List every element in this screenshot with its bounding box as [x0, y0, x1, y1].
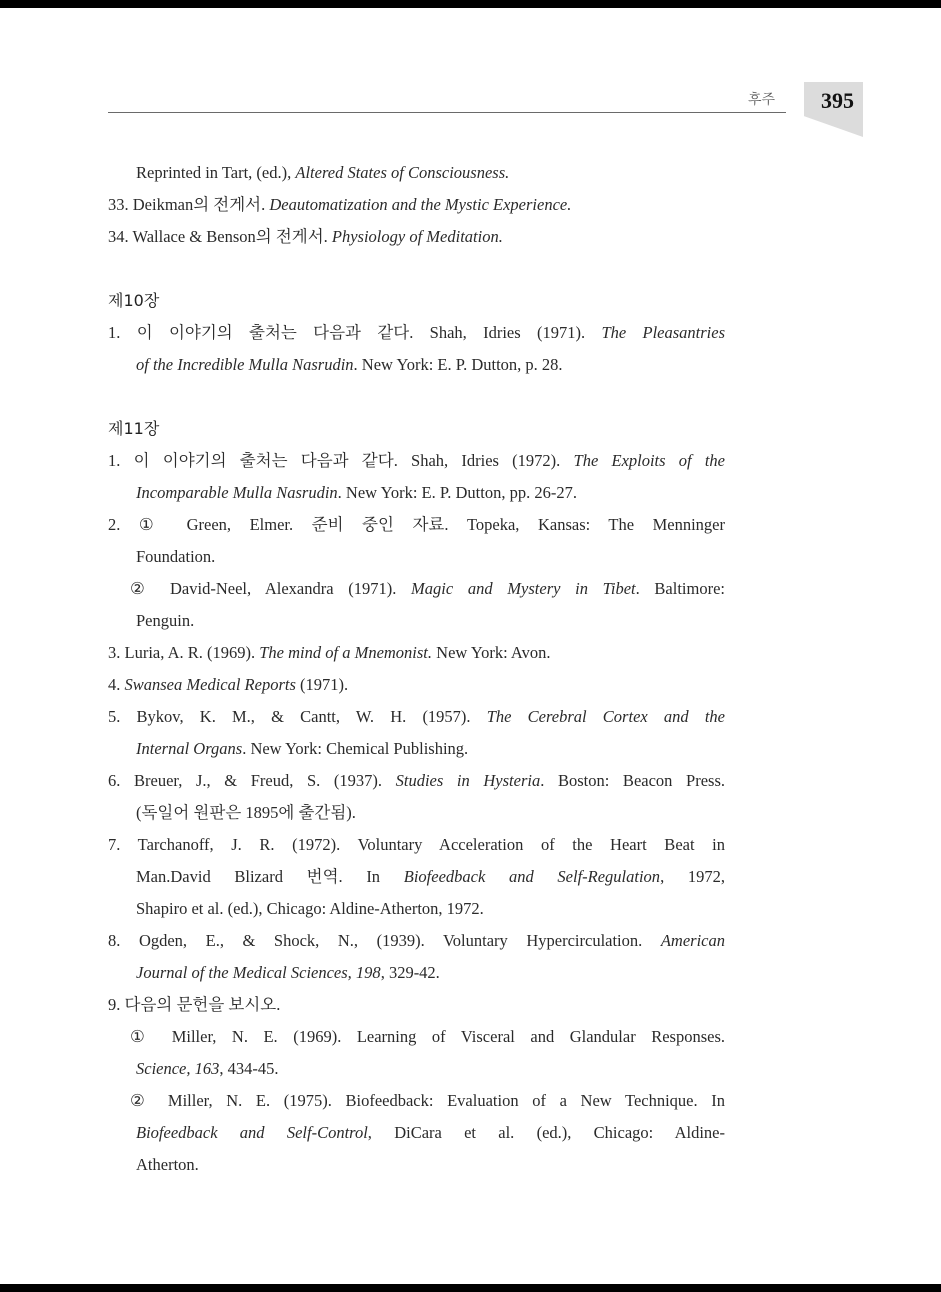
note-continuation: Reprinted in Tart, (ed.), Altered States of Consciousness. [136, 163, 510, 182]
ch11-note-9b: ② Miller, N. E. (1975). Biofeedback: Evaluation of a New Technique. In [130, 1091, 725, 1110]
ch11-note-2: 2. ① Green, Elmer. 준비 중인 자료. Topeka, Kansas: The Menninger [108, 515, 725, 534]
ch11-note-8: 8. Ogden, E., & Shock, N., (1939). Voluntary Hypercirculation. American [108, 931, 725, 950]
ch11-note-4: 4. Swansea Medical Reports (1971). [108, 675, 349, 694]
ch11-note-2b: ② David-Neel, Alexandra (1971). Magic and Mystery in Tibet. Baltimore: [130, 579, 725, 598]
ch11-note-3: 3. Luria, A. R. (1969). The mind of a Mnemonist. New York: Avon. [108, 643, 551, 662]
ch11-note-8-cont: Journal of the Medical Sciences, 198, 329-42. [136, 963, 440, 982]
running-head: 후주 [748, 92, 776, 108]
ch11-note-5: 5. Bykov, K. M., & Cantt, W. H. (1957). The Cerebral Cortex and the [108, 707, 725, 726]
ch11-note-1-cont: Incomparable Mulla Nasrudin. New York: E. P. Dutton, pp. 26-27. [136, 483, 577, 502]
ch11-note-2b-cont: Penguin. [136, 611, 195, 630]
note-33: 33. Deikman의 전게서. Deautomatization and the Mystic Experience. [108, 195, 572, 214]
chapter-10-heading: 제10장 [108, 291, 160, 310]
ch11-note-1: 1. 이 이야기의 출처는 다음과 같다. Shah, Idries (1972). The Exploits of the [108, 451, 725, 470]
page-number: 395 [821, 88, 854, 113]
ch11-note-5-cont: Internal Organs. New York: Chemical Publishing. [136, 739, 469, 758]
ch11-note-9b-cont2: Atherton. [136, 1155, 199, 1174]
header-rule [108, 112, 786, 113]
ch11-note-9: 9. 다음의 문헌을 보시오. [108, 995, 281, 1014]
ch10-note-1: 1. 이 이야기의 출처는 다음과 같다. Shah, Idries (1971). The Pleasantries [108, 323, 726, 342]
ch11-note-6-cont: (독일어 원판은 1895에 출간됨). [136, 803, 356, 822]
top-border [0, 0, 941, 8]
ch10-note-1-cont: of the Incredible Mulla Nasrudin. New York: E. P. Dutton, p. 28. [136, 355, 563, 374]
ch11-note-9a: ① Miller, N. E. (1969). Learning of Visceral and Glandular Responses. [130, 1027, 725, 1046]
ch11-note-7-cont2: Shapiro et al. (ed.), Chicago: Aldine-Atherton, 1972. [136, 899, 484, 918]
ch11-note-9b-cont: Biofeedback and Self-Control, DiCara et al. (ed.), Chicago: Aldine- [136, 1123, 725, 1142]
bottom-border [0, 1284, 941, 1292]
ch11-note-6: 6. Breuer, J., & Freud, S. (1937). Studies in Hysteria. Boston: Beacon Press. [108, 771, 725, 790]
ch11-note-7-cont: Man.David Blizard 번역. In Biofeedback and Self-Regulation, 1972, [136, 867, 725, 886]
chapter-11-heading: 제11장 [108, 419, 160, 438]
note-34: 34. Wallace & Benson의 전게서. Physiology of Meditation. [108, 227, 503, 246]
ch11-note-9a-cont: Science, 163, 434-45. [136, 1059, 279, 1078]
ch11-note-2-cont: Foundation. [136, 547, 216, 566]
ch11-note-7: 7. Tarchanoff, J. R. (1972). Voluntary Acceleration of the Heart Beat in [108, 835, 725, 854]
endnotes-body [108, 157, 725, 1181]
